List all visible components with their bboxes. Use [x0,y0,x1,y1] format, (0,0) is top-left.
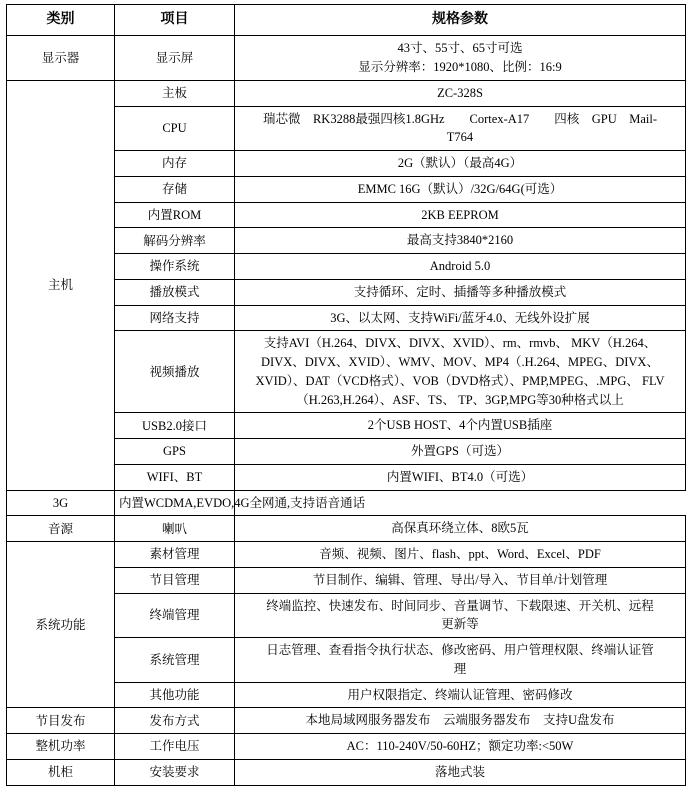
table-row [7,36,686,81]
spec-value-line: 本地局域网服务器发布 云端服务器发布 支持U盘发布 [305,713,615,728]
cell-item: 内置ROM [115,202,235,228]
cell-item: 喇叭 [115,516,235,542]
cell-spec-value [235,413,686,439]
cell-spec-value [235,80,686,106]
spec-value-lines [239,257,681,276]
spec-value-line: 更新等 [441,617,479,632]
spec-value-line: XVID）、DAT（VCD格式）、VOB（DVD格式）、PMP,MPEG、.MPG、 FLV [255,373,665,388]
cell-item: 其他功能 [115,682,235,708]
cell-spec-value [235,305,686,331]
spec-value-lines [239,763,681,782]
spec-value-line: EMMC 16G（默认）/32G/64G(可选） [357,181,563,196]
cell-item: 播放模式 [115,279,235,305]
spec-value-line: 音频、视频、图片、flash、ppt、Word、Excel、PDF [319,547,601,562]
cell-item: 节目管理 [115,567,235,593]
spec-value-lines [239,737,681,756]
column-header-item: 项目 [115,5,235,36]
cell-spec-value [235,202,686,228]
cell-item: 工作电压 [115,734,235,760]
spec-value-lines [239,84,681,103]
spec-value-line: 43寸、55寸、65寸可选 [397,41,523,56]
cell-item: 操作系统 [115,254,235,280]
cell-category: 系统功能 [7,542,115,708]
cell-item: 存储 [115,176,235,202]
spec-value-lines [239,283,681,302]
spec-value-line: 理 [453,661,467,676]
spec-value-lines [239,334,681,409]
cell-spec-value [235,638,686,683]
cell-item: 素材管理 [115,542,235,568]
table-row [7,734,686,760]
spec-value-line: T764 [446,130,474,145]
cell-item: 主板 [115,80,235,106]
cell-item: 终端管理 [115,593,235,638]
cell-category: 音源 [7,516,115,542]
spec-value-line: 最高支持3840*2160 [406,233,514,248]
column-header-spec: 规格参数 [235,5,686,36]
cell-spec-value [235,567,686,593]
spec-value-lines [239,442,681,461]
cell-spec-value [235,464,686,490]
spec-value-lines [239,468,681,487]
spec-value-lines [239,711,681,730]
table-row [7,516,686,542]
spec-value-line: 节目制作、编辑、管理、导出/导入、节目单/计划管理 [312,572,608,587]
table-row [7,490,686,516]
table-body [7,36,686,785]
spec-value-line: 外置GPS（可选） [411,444,509,459]
cell-item: GPS [115,439,235,465]
cell-item: 系统管理 [115,638,235,683]
cell-spec-value [235,734,686,760]
cell-item: 网络支持 [115,305,235,331]
spec-value-line: 内置WIFI、BT4.0（可选） [386,469,534,484]
spec-value-lines [239,110,681,148]
spec-value-line: 终端监控、快速发布、时间同步、音量调节、下载限速、开关机、远程 [266,598,654,613]
cell-item: 解码分辨率 [115,228,235,254]
table-head [7,5,686,36]
spec-value-line: 日志管理、查看指令执行状态、修改密码、用户管理权限、终端认证管 [266,643,654,658]
spec-value-lines [119,494,366,513]
cell-spec-value [235,36,686,81]
spec-value-line: 2KB EEPROM [421,207,499,222]
table-row [7,759,686,785]
cell-item: 内存 [115,151,235,177]
spec-value-lines [239,641,681,679]
spec-value-line: 3G、以太网、支持WiFi/蓝牙4.0、无线外设扩展 [330,310,590,325]
cell-category: 节目发布 [7,708,115,734]
cell-spec-value [235,516,686,542]
cell-spec-value [235,106,686,151]
spec-value-lines [239,154,681,173]
spec-value-line: 高保真环绕立体、8欧5瓦 [391,521,529,536]
spec-value-line: 瑞芯微 RK3288最强四核1.8GHz Cortex-A17 四核 GPU Mail- [262,111,658,126]
cell-spec-value [235,439,686,465]
spec-value-line: DIVX、DIVX、XVID）、WMV、MOV、MP4（.H.264、MPEG、DIVX、 [261,355,659,370]
cell-spec-value [235,759,686,785]
cell-item: 视频播放 [115,331,235,413]
spec-value-lines [239,180,681,199]
cell-item: 显示屏 [115,36,235,81]
table-row [7,708,686,734]
cell-item: USB2.0接口 [115,413,235,439]
table-row [7,80,686,106]
column-header-category: 类别 [7,5,115,36]
cell-category: 机柜 [7,759,115,785]
cell-spec-value [235,542,686,568]
cell-spec-value [235,228,686,254]
cell-category: 整机功率 [7,734,115,760]
spec-value-lines [239,231,681,250]
spec-value-line: ZC-328S [437,85,483,100]
table-header-row [7,5,686,36]
cell-spec-value [235,176,686,202]
spec-value-line: 2个USB HOST、4个内置USB插座 [367,418,553,433]
table-row [7,542,686,568]
spec-value-line: 支持循环、定时、插播等多种播放模式 [353,284,567,299]
spec-value-lines [239,416,681,435]
cell-spec-value [235,254,686,280]
cell-item: 3G [7,490,115,516]
spec-value-lines [239,545,681,564]
cell-item: 安装要求 [115,759,235,785]
spec-value-lines [239,519,681,538]
cell-spec-value [235,151,686,177]
spec-value-lines [239,309,681,328]
spec-value-lines [239,597,681,635]
spec-value-line: （H.263,H.264）、ASF、TS、 TP、3GP,MPG等30种格式以上 [296,392,624,407]
cell-spec-value [235,682,686,708]
spec-value-line: 内置WCDMA,EVDO,4G全网通,支持语音通话 [119,495,366,510]
cell-category: 显示器 [7,36,115,81]
spec-value-line: 2G（默认）（最高4G） [397,156,523,171]
cell-spec-value [235,331,686,413]
spec-value-lines [239,39,681,77]
cell-spec-value [235,593,686,638]
cell-spec-value [115,490,366,516]
spec-value-line: AC：110-240V/50-60HZ；额定功率:<50W [346,739,574,754]
cell-category: 主机 [7,80,115,490]
spec-value-line: Android 5.0 [429,259,491,274]
cell-item: WIFI、BT [115,464,235,490]
spec-value-line: 显示分辨率：1920*1080、比例：16:9 [358,60,562,75]
spec-value-lines [239,686,681,705]
spec-value-line: 落地式装 [434,764,485,779]
cell-item: CPU [115,106,235,151]
cell-spec-value [235,708,686,734]
specification-table [6,4,686,786]
cell-spec-value [235,279,686,305]
cell-item: 发布方式 [115,708,235,734]
spec-value-lines [239,206,681,225]
spec-value-line: 支持AVI（H.264、DIVX、DIVX、XVID）、rm、rmvb、 MKV（H.264、 [263,336,657,351]
spec-value-line: 用户权限指定、终端认证管理、密码修改 [347,687,573,702]
spec-value-lines [239,571,681,590]
